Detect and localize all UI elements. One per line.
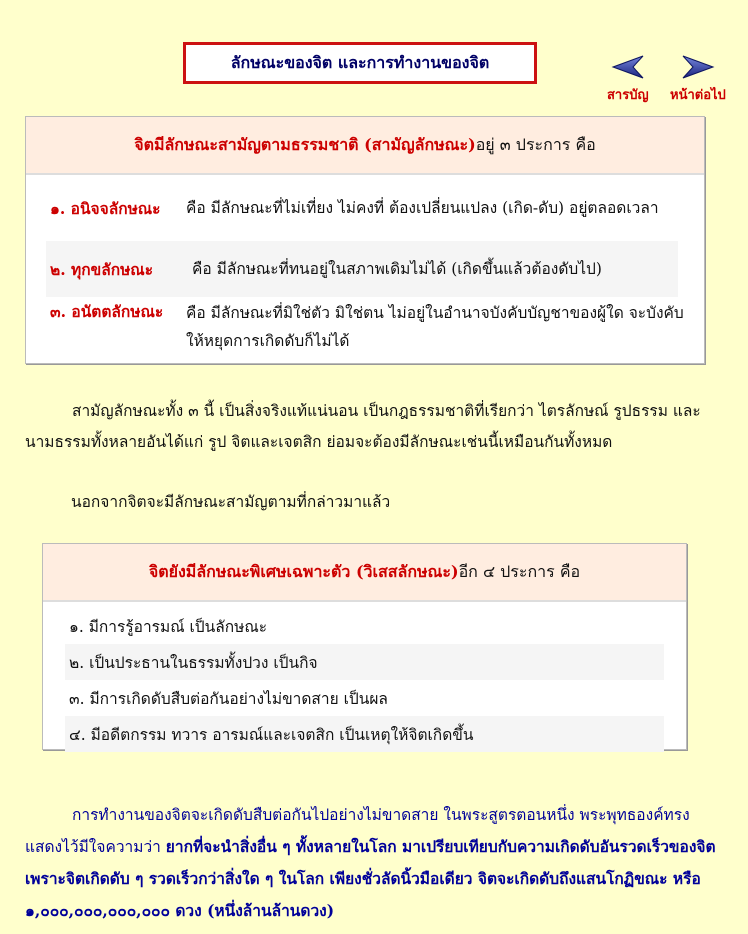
- panel2-heading-red: จิตยังมีลักษณะพิเศษเฉพาะตัว (วิเสสลักษณะ): [148, 561, 459, 581]
- panel2-heading-rest: อีก ๔ ประการ คือ: [458, 561, 581, 581]
- panel1-heading: [26, 117, 704, 175]
- arrow-left-icon: [611, 54, 645, 80]
- arrow-right-icon: [681, 54, 715, 80]
- characteristic-term: ๑. อนิจจลักษณะ: [50, 198, 161, 218]
- prev-label[interactable]: สารบัญ: [607, 88, 649, 103]
- paragraph3-part2: ยากที่จะนำสิ่งอื่น ๆ ทั้งหลายในโลก มาเปรียบเทียบกับความเกิดดับอันรวดเร็วของจิต เพราะจิตเกิดดับ ๆ รวดเร็วกว่าสิ่งใด ๆ ในโลก เพียงชั่วลัดนิ้วมือเดียว จิตจะเกิดดับถึงแสนโกฏิขณะ หรือ ๑,๐๐๐,๐๐๐,๐๐๐,๐๐๐ ดวง (หนึ่งล้านล้านดวง): [25, 837, 716, 920]
- list-item: ๑. มีการรู้อารมณ์ เป็นลักษณะ: [69, 617, 268, 636]
- paragraph-mind-working: [25, 800, 717, 927]
- page-title: ลักษณะของจิต และการทำงานของจิต: [183, 42, 537, 84]
- characteristic-desc: คือ มีลักษณะที่ไม่เที่ยง ไม่คงที่ ต้องเปลี่ยนแปลง (เกิด-ดับ) อยู่ตลอดเวลา: [186, 199, 659, 217]
- characteristic-term: ๓. อนัตตลักษณะ: [50, 302, 164, 321]
- paragraph-common-characteristics: สามัญลักษณะทั้ง ๓ นี้ เป็นสิ่งจริงแท้แน่นอน เป็นกฎธรรมชาติที่เรียกว่า ไตรลักษณ์ รูปธรรม และนามธรรมทั้งหลายอันได้แก่ รูป จิตและเจตสิก ย่อมจะต้องมีลักษณะเช่นนี้เหมือนกันทั้งหมด: [25, 402, 701, 451]
- next-label[interactable]: หน้าต่อไป: [670, 88, 726, 103]
- list-item: ๔. มีอดีตกรรม ทวาร อารมณ์และเจตสิก เป็นเหตุให้จิตเกิดขึ้น: [65, 716, 664, 752]
- prev-link[interactable]: [607, 54, 649, 105]
- common-characteristics-panel: [25, 116, 705, 364]
- special-characteristics-panel: [42, 543, 687, 750]
- characteristic-row: [26, 175, 704, 241]
- paragraph-transition: นอกจากจิตจะมีลักษณะสามัญตามที่กล่าวมาแล้ว: [71, 493, 391, 511]
- next-link[interactable]: [670, 54, 726, 105]
- characteristic-desc: คือ มีลักษณะที่มิใช่ตัว มิใช่ตน ไม่อยู่ในอำนาจบังคับบัญชาของผู้ใด จะบังคับให้หยุดการเกิดดับก็ไม่ได้: [186, 304, 684, 350]
- characteristic-desc: คือ มีลักษณะที่ทนอยู่ในสภาพเดิมไม่ได้ (เกิดขึ้นแล้วต้องดับไป): [192, 260, 602, 278]
- characteristic-term: ๒. ทุกขลักษณะ: [50, 259, 154, 279]
- panel1-heading-rest: อยู่ ๓ ประการ คือ: [475, 134, 596, 154]
- special-characteristics-list: [43, 602, 686, 752]
- panel2-heading: [43, 544, 686, 602]
- paragraph3-part1: การทำงานของจิตจะเกิดดับสืบต่อกันไปอย่างไม่ขาดสาย ในพระสูตรตอนหนึ่ง พระพุทธองค์ทรงแสดงไว้มีใจความว่า: [25, 806, 690, 856]
- list-item: ๒. เป็นประธานในธรรมทั้งปวง เป็นกิจ: [65, 644, 664, 680]
- list-item: ๓. มีการเกิดดับสืบต่อกันอย่างไม่ขาดสาย เป็นผล: [69, 689, 388, 708]
- characteristic-row: [46, 241, 678, 297]
- characteristic-row: [26, 297, 704, 355]
- panel1-heading-red: จิตมีลักษณะสามัญตามธรรมชาติ (สามัญลักษณะ): [134, 134, 476, 154]
